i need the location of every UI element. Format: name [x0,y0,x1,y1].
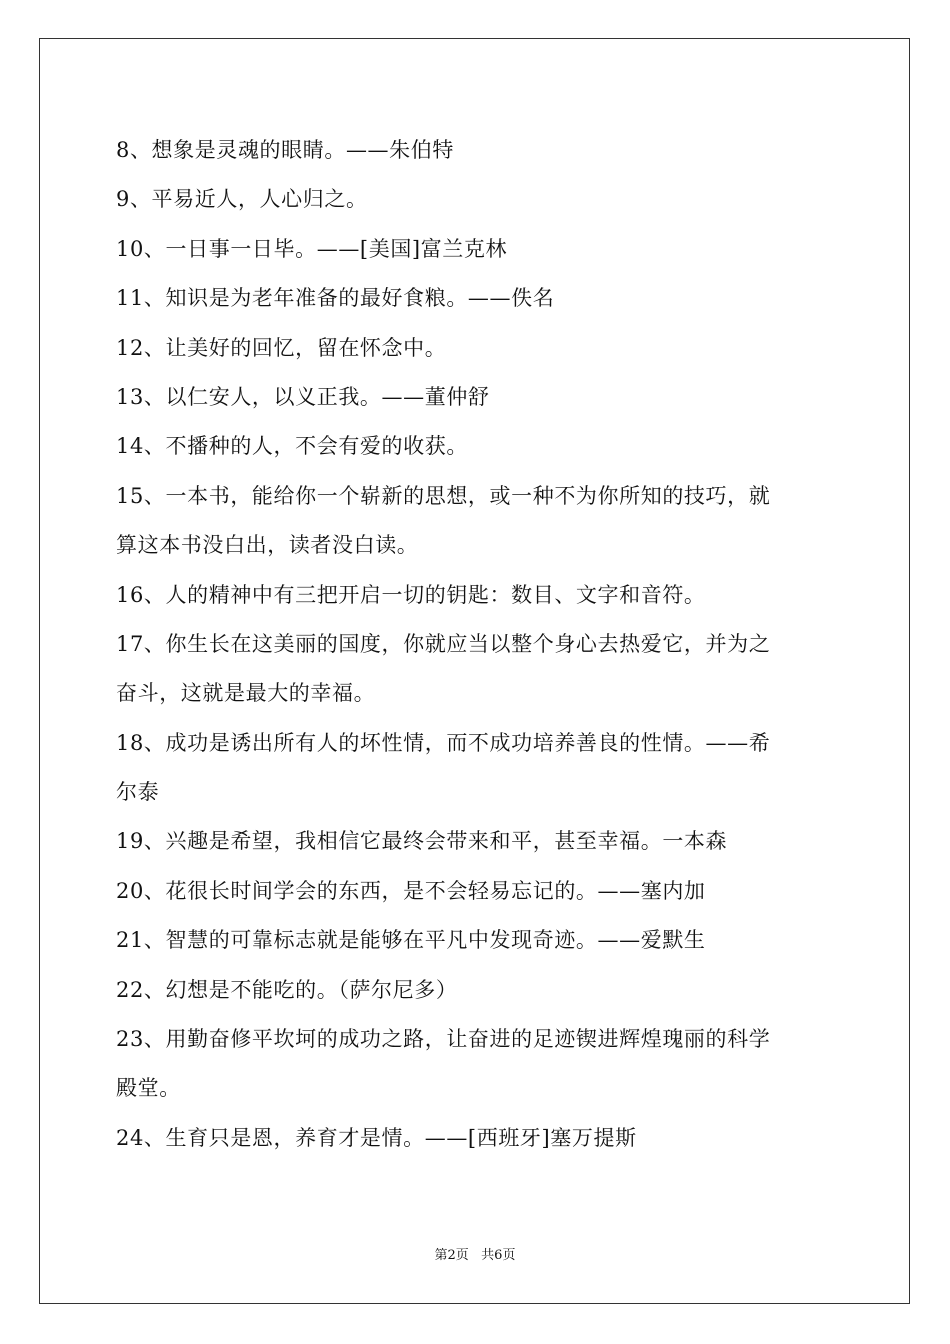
text-line: 奋斗，这就是最大的幸福。 [116,681,376,706]
document-body [116,126,838,1163]
text-line: 21、智慧的可靠标志就是能够在平凡中发现奇迹。——爱默生 [116,928,706,953]
text-line: 尔泰 [116,780,160,805]
text-line: 24、生育只是恩，养育才是情。——[西班牙]塞万提斯 [116,1125,637,1150]
text-line: 17、你生长在这美丽的国度，你就应当以整个身心去热爱它，并为之 [116,631,771,656]
page-number-footer: 第2页 共6页 [434,1248,516,1263]
text-line: 算这本书没白出，读者没白读。 [116,533,419,558]
text-line: 19、兴趣是希望，我相信它最终会带来和平，甚至幸福。一本森 [116,829,728,854]
text-line: 9、平易近人，人心归之。 [116,187,368,212]
text-line: 22、幻想是不能吃的。（萨尔尼多） [116,977,458,1002]
text-line: 16、人的精神中有三把开启一切的钥匙：数目、文字和音符。 [116,582,706,607]
text-line: 11、知识是为老年准备的最好食粮。——佚名 [116,286,555,311]
text-line: 8、想象是灵魂的眼睛。——朱伯特 [116,138,454,162]
text-line: 12、让美好的回忆，留在怀念中。 [116,335,447,360]
text-line: 20、花很长时间学会的东西，是不会轻易忘记的。——塞内加 [116,878,706,903]
text-line: 23、用勤奋修平坎坷的成功之路，让奋进的足迹锲进辉煌瑰丽的科学 [116,1027,771,1052]
text-line: 14、不播种的人，不会有爱的收获。 [116,434,468,459]
text-line: 10、一日事一日毕。——[美国]富兰克林 [116,236,508,261]
text-line: 18、成功是诱出所有人的坏性情，而不成功培养善良的性情。——希 [116,730,771,755]
text-line: 15、一本书，能给你一个崭新的思想，或一种不为你所知的技巧，就 [116,483,771,508]
text-line: 13、以仁安人，以义正我。——董仲舒 [116,384,490,409]
text-line: 殿堂。 [116,1076,181,1101]
